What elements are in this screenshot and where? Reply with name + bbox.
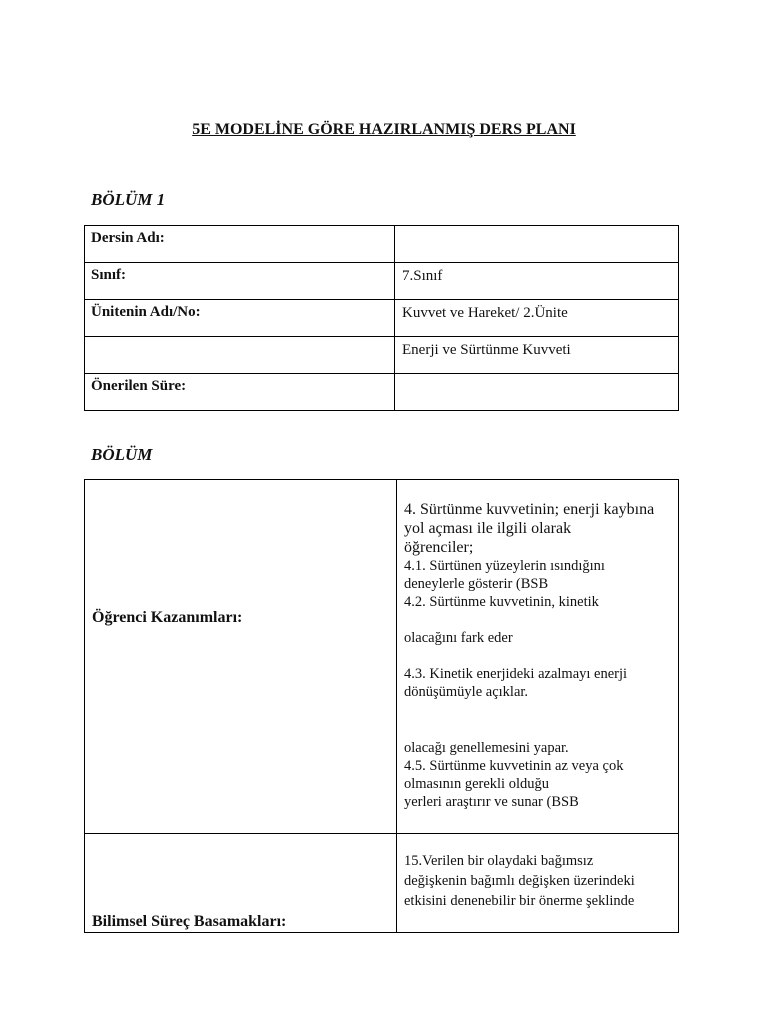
course-name-value <box>395 226 679 263</box>
outcome-line: 4.5. Sürtünme kuvvetinin az veya çok <box>404 758 624 774</box>
lesson-info-table <box>84 225 679 411</box>
scientific-process-content <box>397 834 679 933</box>
outcome-line: yerleri araştırır ve sunar (BSB <box>404 794 579 810</box>
grade-label: Sınıf: <box>85 263 395 300</box>
learning-outcomes-table <box>84 479 679 933</box>
outcome-line: olmasının gerekli olduğu <box>404 776 549 792</box>
table-row <box>85 374 679 411</box>
section-2-heading: BÖLÜM <box>91 445 153 464</box>
outcome-line: 4.3. Kinetik enerjideki azalmayı enerji <box>404 666 628 682</box>
student-outcomes-content <box>397 480 679 834</box>
unit-label: Ünitenin Adı/No: <box>85 300 395 337</box>
outcome-line: olacağı genellemesini yapar. <box>404 740 569 756</box>
outcome-intro-line: öğrenciler; <box>404 539 474 556</box>
process-line: değişkenin bağımlı değişken üzerindeki <box>404 873 635 889</box>
table-row <box>85 480 679 834</box>
outcome-intro-line: 4. Sürtünme kuvvetinin; enerji kaybına <box>404 501 655 518</box>
table-row <box>85 834 679 933</box>
student-outcomes-label: Öğrenci Kazanımları: <box>85 480 397 834</box>
scientific-process-label: Bilimsel Süreç Basamakları: <box>85 834 397 933</box>
unit-value: Kuvvet ve Hareket/ 2.Ünite <box>395 300 679 337</box>
process-line: 15.Verilen bir olaydaki bağımsız <box>404 853 594 869</box>
document-title: 5E MODELİNE GÖRE HAZIRLANMIŞ DERS PLANI <box>192 121 576 138</box>
table-row <box>85 337 679 374</box>
duration-value <box>395 374 679 411</box>
grade-value: 7.Sınıf <box>395 263 679 300</box>
table-row <box>85 226 679 263</box>
outcome-line: deneylerle gösterir (BSB <box>404 576 549 592</box>
outcome-line: dönüşümüyle açıklar. <box>404 684 529 700</box>
outcome-line: olacağını fark eder <box>404 630 513 646</box>
topic-label <box>85 337 395 374</box>
outcome-line: 4.2. Sürtünme kuvvetinin, kinetik <box>404 594 599 610</box>
topic-value: Enerji ve Sürtünme Kuvveti <box>395 337 679 374</box>
duration-label: Önerilen Süre: <box>85 374 395 411</box>
section-1-heading: BÖLÜM 1 <box>91 190 166 209</box>
table-row <box>85 263 679 300</box>
outcome-line: 4.1. Sürtünen yüzeylerin ısındığını <box>404 558 605 574</box>
course-name-label: Dersin Adı: <box>85 226 395 263</box>
outcome-intro-line: yol açması ile ilgili olarak <box>404 520 572 537</box>
process-line: etkisini denenebilir bir önerme şeklinde <box>404 893 635 909</box>
table-row <box>85 300 679 337</box>
